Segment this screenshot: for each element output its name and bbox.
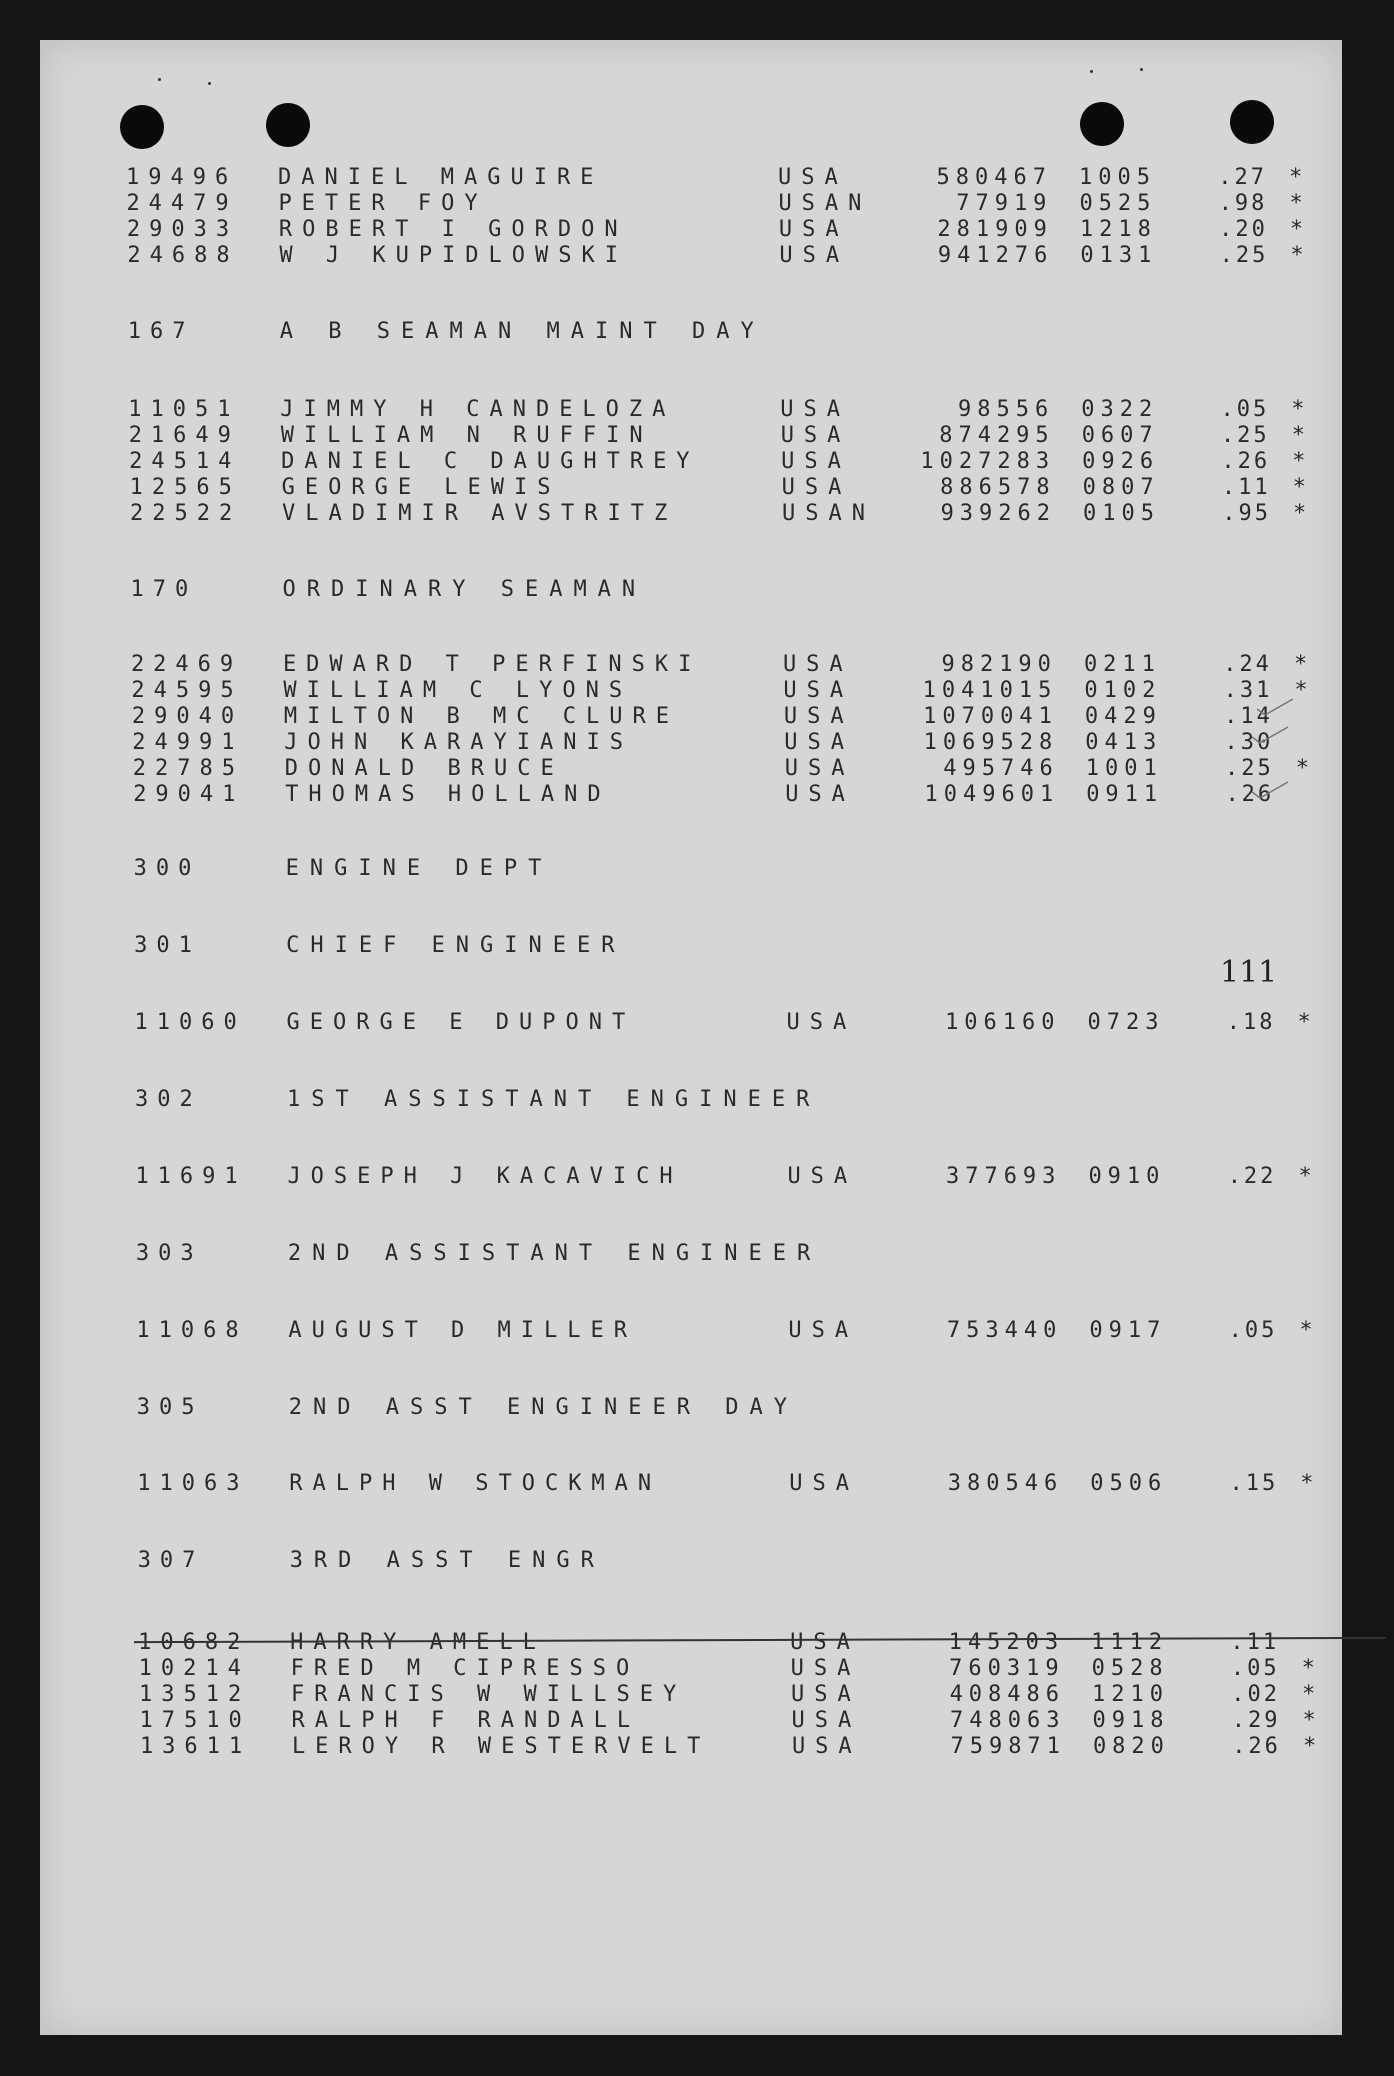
entry-nationality: USA [789,1471,859,1496]
entry-id: 307 [137,1548,205,1573]
entry-name: LEROY R WESTERVELT [291,1734,711,1759]
entry-number: 281909 [937,217,1053,242]
entry-id: 24991 [132,730,244,755]
entry-name: PETER FOY [278,191,488,216]
check-mark-icon [1255,695,1295,719]
asterisk-flag: * [1295,756,1310,781]
entry-nationality: USA [786,1010,857,1035]
entry-name: FRANCIS W WILLSEY [291,1682,687,1707]
entry-number: 1041015 [922,678,1058,703]
entry-amount: .29 [1231,1708,1281,1733]
entry-amount: .26 [1221,449,1271,474]
asterisk-flag: * [1301,1656,1316,1681]
entry-amount: .20 [1219,217,1268,242]
page-number: 111 [1220,955,1278,990]
entry-name: DONALD BRUCE [284,756,564,781]
entry-id: 22522 [130,501,242,526]
entry-number: 874295 [939,423,1055,448]
entry-number: 77919 [956,191,1053,216]
entry-amount: .25 [1219,243,1269,268]
entry-id: 24479 [126,191,238,216]
entry-name: AUGUST D MILLER [288,1318,638,1343]
entry-id: 170 [130,577,198,602]
entry-id: 300 [133,856,201,881]
asterisk-flag: * [1298,1164,1313,1189]
entry-code: 0917 [1089,1318,1167,1343]
entry-name: WILLIAM N RUFFIN [280,423,653,448]
entry-name: JOHN KARAYIANIS [284,730,633,755]
entry-amount: .25 [1220,423,1270,448]
entry-nationality: USA [780,423,851,448]
entry-amount: .25 [1225,756,1274,781]
entry-nationality: USA [783,704,854,729]
entry-code: 0723 [1087,1010,1165,1035]
asterisk-flag: * [1302,1682,1317,1707]
entry-code: 0911 [1086,782,1164,807]
entry-id: 301 [134,933,201,958]
entry-nationality: USA [784,730,855,755]
entry-name: GEORGE LEWIS [281,475,561,500]
entry-id: 167 [127,319,195,344]
asterisk-flag: * [1302,1734,1318,1759]
entry-number: 1069528 [923,730,1059,755]
entry-nationality: USAN [782,501,876,526]
asterisk-flag: * [1292,475,1307,500]
entry-code: 1218 [1079,217,1157,242]
entry-id: 22785 [132,756,244,781]
entry-name: MILTON B MC CLURE [283,704,680,729]
entry-code: 0525 [1079,191,1157,216]
entry-name: ORDINARY SEAMAN [282,577,647,602]
entry-code: 1112 [1091,1630,1169,1655]
entry-name: WILLIAM C LYONS [283,678,633,703]
entry-name: FRED M CIPRESSO [290,1656,640,1681]
entry-code: 0102 [1084,678,1162,703]
asterisk-flag: * [1289,217,1305,242]
asterisk-flag: * [1291,423,1306,448]
entry-code: 0528 [1091,1656,1169,1681]
entry-code: 0413 [1085,730,1163,755]
entry-id: 29040 [131,704,244,729]
asterisk-flag: * [1302,1708,1317,1733]
check-mark-icon [1250,723,1290,747]
entry-code: 0926 [1082,449,1160,474]
entry-amount: .27 [1218,165,1267,190]
entry-name: RALPH W STOCKMAN [289,1471,662,1496]
asterisk-flag: * [1293,652,1309,677]
entry-amount: .05 [1220,397,1270,422]
entry-nationality: USA [787,1164,858,1189]
entry-amount: .26 [1232,1734,1281,1759]
asterisk-flag: * [1292,449,1307,474]
entry-code: 0807 [1082,475,1160,500]
entry-name: DANIEL C DAUGHTREY [281,449,700,474]
entry-number: 760319 [949,1656,1065,1681]
entry-number: 1027283 [920,449,1056,474]
entry-name: EDWARD T PERFINSKI [282,652,702,677]
entry-name: A B SEAMAN MAINT DAY [279,319,765,344]
entry-name: ROBERT I GORDON [278,217,628,242]
asterisk-flag: * [1297,1010,1312,1035]
entry-nationality: USA [782,652,853,677]
entry-nationality: USA [791,1708,862,1733]
entry-id: 24688 [127,243,239,268]
entry-number: 939262 [940,501,1057,526]
entry-number: 377693 [945,1164,1062,1189]
entry-code: 0429 [1084,704,1162,729]
asterisk-flag: * [1293,501,1308,526]
entry-amount: .05 [1228,1318,1278,1343]
entry-nationality: USA [778,165,848,190]
entry-id: 10682 [138,1630,250,1655]
entry-number: 753440 [946,1318,1063,1343]
entry-code: 0910 [1088,1164,1166,1189]
entry-code: 1001 [1085,756,1163,781]
entry-code: 0506 [1090,1471,1168,1496]
asterisk-flag: * [1290,243,1305,268]
entry-id: 305 [136,1395,204,1420]
entry-name: JOSEPH J KACAVICH [287,1164,683,1189]
entry-number: 941276 [937,243,1054,268]
entry-id: 22469 [130,652,243,677]
entry-number: 380546 [947,1471,1064,1496]
entry-number: 748063 [950,1708,1066,1733]
entry-amount: .31 [1223,678,1273,703]
entry-id: 12565 [129,475,241,500]
entry-name: 2ND ASSISTANT ENGINEER [287,1241,822,1266]
entry-id: 10214 [138,1656,250,1681]
entry-nationality: USAN [778,191,872,216]
entry-name: 2ND ASST ENGINEER DAY [288,1395,798,1420]
entry-code: 0131 [1080,243,1158,268]
asterisk-flag: * [1289,191,1304,216]
entry-name: THOMAS HOLLAND [285,782,611,807]
entry-nationality: USA [781,475,852,500]
entry-number: 98556 [958,397,1055,422]
entry-amount: .22 [1227,1164,1277,1189]
entry-number: 886578 [940,475,1056,500]
entry-nationality: USA [778,217,849,242]
entry-nationality: USA [783,678,854,703]
entry-name: CHIEF ENGINEER [286,933,626,958]
entry-nationality: USA [780,397,850,422]
check-mark-icon [1250,778,1290,802]
entry-name: JIMMY H CANDELOZA [280,397,676,422]
entry-nationality: USA [791,1734,862,1759]
entry-name: ENGINE DEPT [285,856,553,881]
entry-code: 1005 [1079,165,1156,190]
document-page [40,40,1342,2035]
entry-id: 13611 [139,1734,252,1759]
entry-id: 13512 [139,1682,251,1707]
entry-amount: .30 [1224,730,1274,755]
entry-nationality: USA [788,1318,859,1343]
entry-name: 1ST ASSISTANT ENGINEER [287,1087,821,1112]
asterisk-flag: * [1300,1471,1315,1496]
entry-code: 0322 [1081,397,1159,422]
entry-nationality: USA [785,782,855,807]
entry-number: 759871 [950,1734,1066,1759]
entry-amount: .98 [1218,191,1268,216]
entry-nationality: USA [784,756,855,781]
entry-id: 21649 [128,423,240,448]
entry-code: 0105 [1083,501,1161,526]
entry-nationality: USA [779,243,850,268]
entry-amount: .26 [1225,782,1275,807]
entry-amount: .11 [1230,1630,1280,1655]
entry-name: DANIEL MAGUIRE [278,165,604,190]
entry-id: 11691 [135,1164,247,1189]
entry-id: 24514 [129,449,241,474]
entry-amount: .95 [1222,501,1272,526]
entry-number: 580467 [936,165,1052,190]
entry-name: GEORGE E DUPONT [286,1010,636,1035]
entry-id: 17510 [139,1708,251,1733]
entry-amount: .14 [1224,704,1273,729]
entry-nationality: USA [781,449,851,474]
entry-id: 11063 [137,1471,249,1496]
entry-code: 0820 [1092,1734,1170,1759]
entry-name: RALPH F RANDALL [291,1708,641,1733]
entry-code: 0918 [1092,1708,1170,1733]
entry-id: 29041 [133,782,245,807]
entry-nationality: USA [791,1682,861,1707]
entry-id: 29033 [126,217,239,242]
entry-number: 106160 [945,1010,1061,1035]
entry-number: 1049601 [924,782,1060,807]
entry-code: 1210 [1092,1682,1170,1707]
entry-id: 302 [135,1087,202,1112]
entry-id: 303 [135,1241,203,1266]
entry-id: 19496 [126,165,238,190]
entry-number: 1070041 [923,704,1058,729]
entry-number: 408486 [949,1682,1066,1707]
entry-number: 982190 [941,652,1057,677]
entry-id: 11060 [134,1010,246,1035]
crew-list [40,40,1342,2035]
entry-amount: .15 [1229,1471,1279,1496]
entry-amount: .18 [1226,1010,1276,1035]
entry-name: W J KUPIDLOWSKI [279,243,629,268]
entry-amount: .02 [1231,1682,1281,1707]
entry-amount: .05 [1230,1656,1280,1681]
entry-amount: .24 [1223,652,1272,677]
entry-amount: .11 [1221,475,1271,500]
entry-number: 495746 [943,756,1059,781]
asterisk-flag: * [1294,678,1309,703]
entry-id: 24595 [131,678,243,703]
entry-code: 0211 [1083,652,1161,677]
entry-code: 0607 [1081,423,1159,448]
entry-number: 145203 [948,1630,1065,1655]
entry-nationality: USA [790,1656,861,1681]
entry-name: HARRY AMELL [290,1630,546,1655]
asterisk-flag: * [1289,165,1304,190]
entry-name: VLADIMIR AVSTRITZ [282,501,678,526]
entry-id: 11051 [128,397,240,422]
entry-name: 3RD ASST ENGR [289,1548,605,1573]
entry-id: 11068 [136,1318,248,1343]
entry-nationality: USA [790,1630,860,1655]
asterisk-flag: * [1299,1318,1314,1343]
asterisk-flag: * [1291,397,1306,422]
